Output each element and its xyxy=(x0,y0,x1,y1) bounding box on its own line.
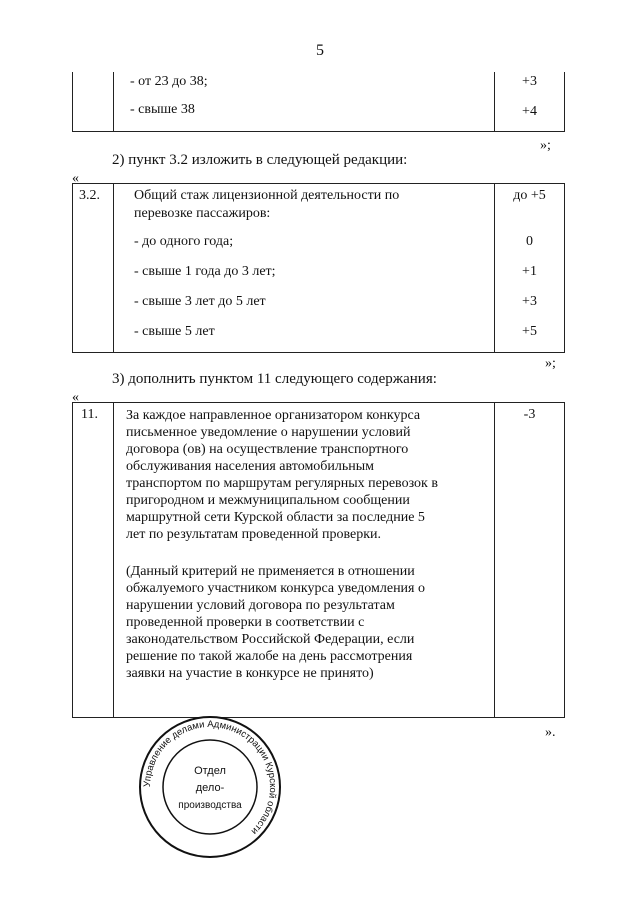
table-criterion-11 xyxy=(72,402,565,718)
closing-quote: »; xyxy=(545,356,556,371)
paragraph-line: лет по результатам проведенной проверки. xyxy=(126,527,382,542)
item-number: 3.2. xyxy=(79,188,100,203)
stamp-ring-text: Управление делами Администрации Курской области xyxy=(141,718,279,837)
paragraph-line: обжалуемого участником конкурса уведомления о xyxy=(126,581,425,596)
paragraph-line: проведенной проверки в соответствии с xyxy=(126,615,365,630)
paragraph-line: транспортом по маршрутам регулярных перевозок в xyxy=(126,476,438,491)
criterion-line: - от 23 до 38; xyxy=(130,74,208,89)
closing-quote: ». xyxy=(545,725,556,740)
table-number-cell xyxy=(73,184,114,353)
stamp-center-line: дело- xyxy=(195,782,225,794)
table-text-cell xyxy=(114,184,495,353)
score-value: +3 xyxy=(522,74,537,89)
criterion-line: - до одного года; xyxy=(134,234,234,249)
table-value-cell xyxy=(495,184,565,353)
page-number: 5 xyxy=(316,42,324,59)
stamp-center-line: производства xyxy=(178,800,242,811)
criterion-line: - свыше 38 xyxy=(130,102,195,117)
score-value: +3 xyxy=(522,294,537,309)
table-number-cell xyxy=(73,403,114,718)
instruction-item-2: 2) пункт 3.2 изложить в следующей редакции: xyxy=(112,152,408,168)
criterion-title: Общий стаж лицензионной деятельности по xyxy=(134,188,400,203)
table-criteria-continued xyxy=(72,72,565,132)
paragraph-line: решение по такой жалобе на день рассмотрения xyxy=(126,649,413,664)
paragraph-line: пригородном и межмуниципальном сообщении xyxy=(126,493,410,508)
opening-quote: « xyxy=(72,390,79,405)
instruction-item-3: 3) дополнить пунктом 11 следующего содержания: xyxy=(112,371,437,387)
criterion-paragraph xyxy=(126,407,438,543)
paragraph-line: письменное уведомление о нарушении условий xyxy=(126,425,411,440)
table-number-cell xyxy=(73,72,114,132)
paragraph-line: нарушении условий договора по результатам xyxy=(126,598,395,613)
score-value: +4 xyxy=(522,104,537,119)
score-value: до +5 xyxy=(513,188,546,203)
closing-quote: »; xyxy=(540,138,551,153)
stamp-graphic xyxy=(135,712,285,862)
criterion-line: - свыше 5 лет xyxy=(134,324,215,339)
table-text-cell xyxy=(114,403,495,718)
paragraph-line: законодательством Российской Федерации, если xyxy=(126,632,415,647)
opening-quote: « xyxy=(72,171,79,186)
table-value-cell xyxy=(495,72,565,132)
score-value: +1 xyxy=(522,264,537,279)
paragraph-line: (Данный критерий не применяется в отношении xyxy=(126,564,415,579)
department-stamp xyxy=(135,712,285,862)
paragraph-line: За каждое направленное организатором конкурса xyxy=(126,408,421,423)
score-value: -3 xyxy=(523,407,536,422)
item-number: 11. xyxy=(81,407,98,422)
table-value-cell xyxy=(495,403,565,718)
score-value: 0 xyxy=(526,234,533,249)
score-value: +5 xyxy=(522,324,537,339)
paragraph-line: договора (ов) на осуществление транспортного xyxy=(126,442,409,457)
paragraph-line: маршрутной сети Курской области за последние 5 xyxy=(126,510,425,525)
criterion-line: - свыше 1 года до 3 лет; xyxy=(134,264,276,279)
table-text-cell xyxy=(114,72,495,132)
paragraph-line: заявки на участие в конкурсе не принято) xyxy=(126,666,374,681)
exception-paragraph xyxy=(126,563,425,682)
stamp-center-line: Отдел xyxy=(194,765,226,777)
criterion-line: - свыше 3 лет до 5 лет xyxy=(134,294,266,309)
criterion-title: перевозке пассажиров: xyxy=(134,206,271,221)
paragraph-line: обслуживания населения автомобильным xyxy=(126,459,375,474)
table-criterion-3-2 xyxy=(72,183,565,353)
